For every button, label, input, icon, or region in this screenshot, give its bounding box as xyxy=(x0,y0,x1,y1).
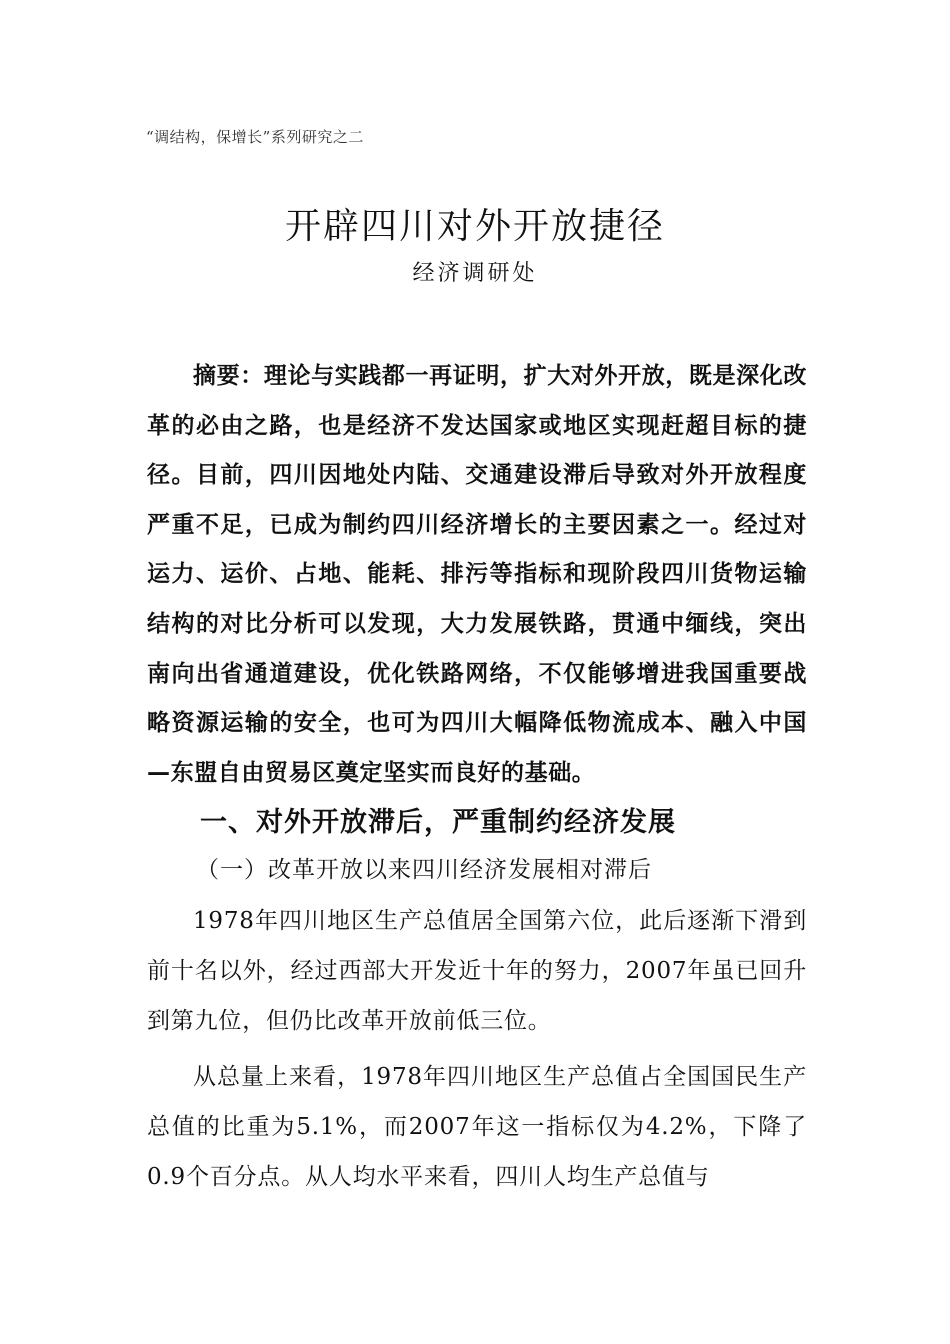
series-note: “调结构，保增长”系列研究之二 xyxy=(146,128,364,146)
section-heading: 一、对外开放滞后，严重制约经济发展 xyxy=(200,807,676,838)
body-paragraph-2: 从总量上来看，1978年四川地区生产总值占全国国民生产总值的比重为5.1%，而2007年这一指标仅为4.2%，下降了0.9个百分点。从人均水平来看，四川人均生产总值与 xyxy=(147,1064,807,1190)
abstract-paragraph: 摘要：理论与实践都一再证明，扩大对外开放，既是深化改革的必由之路，也是经济不发达国家或地区实现赶超目标的捷径。目前，四川因地处内陆、交通建设滞后导致对外开放程度严重不足，已成为制约四川经济增长的主要因素之一。经过对运力、运价、占地、能耗、排污等指标和现阶段四川货物运输结构的对比分析可以发现，大力发展铁路，贯通中缅线，突出南向出省通道建设，优化铁路网络，不仅能够增进我国重要战略资源运输的安全，也可为四川大幅降低物流成本、融入中国—东盟自由贸易区奠定坚实而良好的基础。 xyxy=(147,363,807,786)
document-title: 开辟四川对外开放捷径 xyxy=(284,206,665,247)
subsection-heading: （一）改革开放以来四川经济发展相对滞后 xyxy=(196,857,652,883)
document-author: 经济调研处 xyxy=(412,261,538,286)
body-paragraph-1: 1978年四川地区生产总值居全国第六位，此后逐渐下滑到前十名以外，经过西部大开发近十年的努力，2007年虽已回升到第九位，但仍比改革开放前低三位。 xyxy=(147,908,807,1034)
